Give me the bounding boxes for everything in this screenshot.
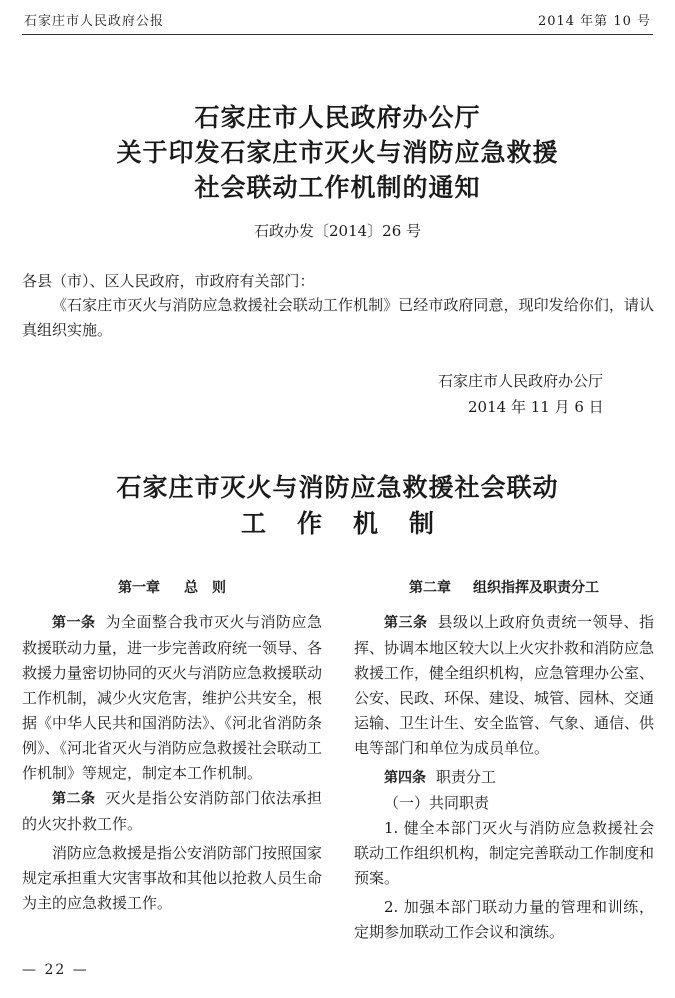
article-text: 为全面整合我市灭火与消防应急救援联动力量，进一步完善政府统一领导、各救援力量密切协同的灭火与消防应急救援联动工作机制，减少火灾危害，维护公共安全，根据《中华人民共和国消防法》、《河北省消防条例》、《河北省灭火与消防应急救援社会联动工作机制》等规定，制定本工作机制。	[22, 613, 323, 782]
notice-body: 《石家庄市灭火与消防应急救援社会联动工作机制》已经市政府同意，现印发给你们，请认真组织实施。	[22, 296, 654, 339]
document-number: 石政办发〔2014〕26 号	[253, 222, 422, 240]
running-header	[22, 12, 653, 35]
article-label: 第二条	[52, 791, 96, 807]
page-number: — 22 —	[22, 962, 89, 978]
chapter-heading	[354, 578, 654, 598]
publication-name: 石家庄市人民政府公报	[24, 14, 165, 29]
chapter-heading	[22, 578, 322, 598]
article-label: 第三条	[384, 615, 428, 631]
notice-title-line-2: 关于印发石家庄市灭火与消防应急救援	[116, 138, 559, 167]
document-title-line-1: 石家庄市灭火与消防应急救援社会联动	[116, 473, 559, 502]
issue-number: 2014 年第 10 号	[537, 14, 651, 29]
article-paragraph	[22, 786, 322, 837]
notice-title-line-3: 社会联动工作机制的通知	[194, 173, 481, 202]
article-paragraph	[354, 765, 654, 791]
article-label: 第一条	[52, 615, 96, 631]
chapter-number: 第二章	[409, 580, 451, 596]
signature-organization: 石家庄市人民政府办公厅	[438, 372, 604, 390]
article-paragraph	[354, 610, 654, 761]
chapter-number: 第一章	[118, 580, 160, 596]
document-title-line-2: 工作机制	[240, 509, 465, 538]
article-paragraph: 消防应急救援是指公安消防部门按照国家规定承担重大灾害事故和其他以抢救人员生命为主的应急救援工作。	[22, 844, 323, 912]
addressee: 各县（市）、区人民政府，市政府有关部门：	[22, 272, 315, 290]
list-item: 1. 健全本部门灭火与消防应急救援社会联动工作组织机构，制定完善联动工作制度和预案。	[354, 819, 655, 887]
article-paragraph	[22, 610, 322, 786]
notice-title-line-1: 石家庄市人民政府办公厅	[194, 103, 481, 132]
left-column	[22, 578, 322, 916]
signature-date: 2014 年 11 月 6 日	[468, 398, 604, 416]
article-text: 职责分工	[436, 768, 497, 786]
notice-title	[0, 100, 675, 205]
right-column	[354, 578, 654, 945]
list-item: 2. 加强本部门联动力量的管理和训练，定期参加联动工作会议和演练。	[354, 898, 654, 941]
subsection-heading: （一）共同职责	[384, 794, 490, 812]
document-title	[0, 470, 675, 542]
chapter-title: 组织指挥及职责分工	[473, 580, 599, 596]
article-label: 第四条	[384, 770, 426, 786]
article-text: 灭火是指公安消防部门依法承担的火灾扑救工作。	[22, 789, 322, 833]
chapter-title: 总 则	[184, 580, 226, 596]
article-text: 县级以上政府负责统一领导、指挥、协调本地区较大以上火灾扑救和消防应急救援工作，健全组织机构，应急管理办公室、公安、民政、环保、建设、城管、园林、交通运输、卫生计生、安全监管、气象、通信、供电等部门和单位为成员单位。	[354, 613, 655, 757]
